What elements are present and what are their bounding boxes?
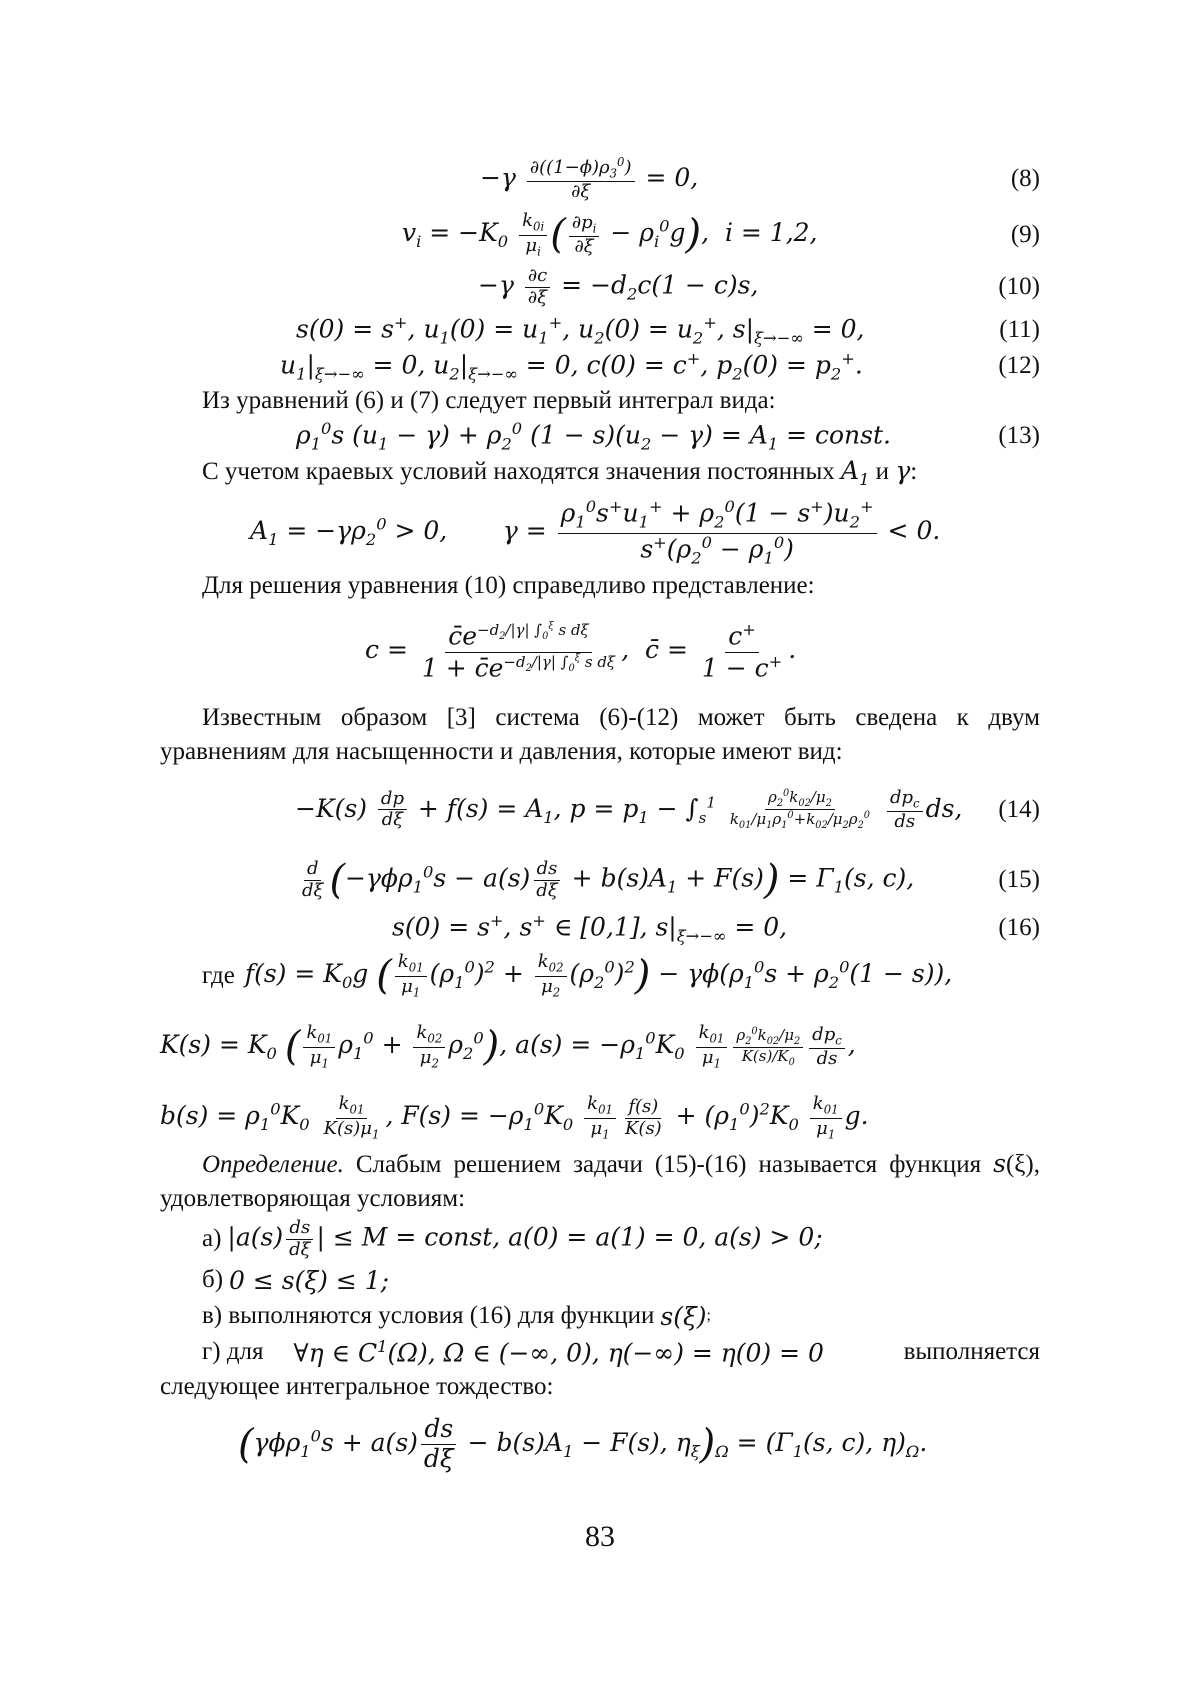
- definition-text: Слабым решением задачи (15)-(16) называется функция: [355, 1151, 982, 1178]
- item-text: г) для: [202, 1338, 264, 1365]
- equation-number: (12): [998, 352, 1040, 379]
- paragraph: Из уравнений (6) и (7) следует первый интеграл вида:: [202, 387, 776, 414]
- item-text: выполняется: [903, 1338, 1040, 1365]
- equation-constants: $A_1 = -\gamma\rho_2^0 > 0$, γ = $\frac{\rho_1^0s^+u_1^+ + \rho_2^0(1 - s^+)u_2^+}{s^+(\rho_2^0 - \rho_1^0)}$ < 0.: [250, 497, 941, 567]
- equation-f: где $f(s) = K_0g$ ( $\frac{k_{01}}{\mu_1}$ $(\rho_1^0)^2$ + $\frac{k_{02}}{\mu_2}$ $(\rho_2^0)^2) - \gamma\phi(\rho_1^0s + \rho_2^0(1 - s))$,: [202, 951, 953, 1000]
- where-label: где: [202, 962, 235, 989]
- condition-g: г) для ∀η ∈ $C^1(\Omega)$, Ω ∈ (−∞, 0), η(−∞) = η(0) = 0 выполняется: [202, 1336, 1040, 1368]
- equation-K-a: $K(s) = K_0$ ( $\frac{k_{01}}{\mu_1}$ $\rho_1^0$ + $\frac{k_{02}}{\mu_2}$ $\rho_2^0$), $a(s) = -\rho_1^0K_0$ $\frac{k_{01}}{\mu_1}$ $\frac{\rho_2^0k_{02}/\mu_2}{K(s)/K_0}$ $\frac{dp_c}{ds}$ ,: [160, 1022, 856, 1071]
- equation-c: c = $\frac{c̄e^{-d_2/|\gamma| \int_0^\xi s d\xi}}{1 + c̄e^{-d_2/|\gamma| \int_0^\xi s d\xi}}$ , c̄ = $\frac{c^+}{1 - c^+}$ .: [365, 620, 797, 682]
- paragraph-text: С учетом краевых условий находятся значения постоянных: [202, 458, 835, 485]
- equation-number: (16): [998, 914, 1040, 941]
- definition-title: Определение.: [202, 1151, 344, 1178]
- definition: Определение. Слабым решением задачи (15)-(16) называется функция s(ξ), удовлетворяющая условиям:: [160, 1149, 1040, 1212]
- equation-number: (10): [998, 273, 1040, 300]
- equation-14: −K(s) $\frac{dp}{d\xi}$ + $f(s) = A_1$, $p = p_1 - \int_s^1$ $\frac{\rho_2^0k_{02}/\mu_2}{k_{01}/\mu_1\rho_1^0+k_{02}/\mu_2\rho_2^0}$ $\frac{dp_c}{ds}$ ds, (14): [295, 786, 1040, 832]
- page-number: 83: [585, 1520, 615, 1553]
- page-content: [160, 150, 1040, 1484]
- equation-16: s(0) = s+, s+ ∈ [0,1], $s|_{\xi\to-\infty} = 0$, (16): [392, 910, 1040, 946]
- equation-9: $v_i = -K_0$ $\frac{k_{0i}}{\mu_i}$ ( $\frac{\partial p_i}{\partial\xi}$ − $\rho_i^0g$), i = 1,2, (9): [402, 210, 1040, 259]
- equation-number: (13): [998, 422, 1040, 449]
- condition-b: б) 0 ≤ s(ξ) ≤ 1;: [160, 1262, 1040, 1298]
- paragraph: следующее интегральное тождество:: [160, 1373, 554, 1400]
- item-text: в) выполняются условия (16) для функции: [202, 1302, 655, 1329]
- paragraph: Для решения уравнения (10) справедливо представление:: [202, 572, 815, 599]
- equation-number: (8): [1010, 165, 1040, 192]
- paragraph: С учетом краевых условий находятся значения постоянных $A_1$ и γ:: [202, 456, 918, 489]
- item-label: б): [202, 1266, 224, 1293]
- definition-text: , удовлетворяющая условиям:: [160, 1151, 1040, 1212]
- equation-number: (14): [998, 796, 1040, 823]
- equation-number: (11): [999, 316, 1040, 343]
- equation-13: $\rho_1^0s$ $(u_1 - \gamma) + \rho_2^0$ $(1 - s)(u_2 - \gamma) = A_1$ = const. (13): [296, 418, 1040, 454]
- condition-a: а) |a(s) $\frac{ds}{d\xi}$ | ≤ M = const, a(0) = a(1) = 0, a(s) > 0;: [202, 1216, 823, 1260]
- equation-15: $\frac{d}{d\xi}$ (−γϕρ$_1^0$s − a(s) $\frac{ds}{d\xi}$ + $b(s)A_1 + F(s)) = \Gamma_1(s$, c), (15): [302, 857, 1040, 903]
- item-label: а): [202, 1225, 222, 1252]
- equation-identity: (γϕρ$_1^0$s + a(s) $\frac{ds}{d\xi}$ − $b(s)A_1 - F(s)$, $\eta_\xi)_\Omega = (\Gamma_1(s$, c), $\eta)_\Omega$.: [238, 1413, 928, 1473]
- equation-10: −γ $\frac{\partial c}{\partial\xi}$ = $-d_2c(1 - c)s$, (10): [478, 264, 1040, 308]
- equation-number: (9): [1010, 221, 1040, 248]
- equation-8: −γ $\frac{\partial((1-\phi)\rho_3^0)}{\partial\xi}$ = 0, (8): [480, 154, 1040, 202]
- paragraph-text: и: [875, 458, 890, 485]
- equation-b-F: $b(s) = \rho_1^0K_0$ $\frac{k_{01}}{K(s)\mu_1}$ , $F(s) = -\rho_1^0K_0$ $\frac{k_{01}}{\mu_1}$ $\frac{f(s)}{K(s)}$ + $(\rho_1^0)^2K_0$ $\frac{k_{01}}{\mu_1}$ g.: [160, 1093, 869, 1142]
- condition-v: в) выполняются условия (16) для функции s(ξ) ;: [160, 1298, 1040, 1334]
- equation-number: (15): [998, 866, 1040, 893]
- paragraph: Известным образом [3] система (6)-(12) может быть сведена к двум уравнениям для насыщенности и давления, которые имеют вид:: [160, 704, 1040, 765]
- equation-11: s(0) = s+, $u_1(0) = u_1^+$, $u_2(0) = u_2^+$, $s|_{\xi\to-\infty} = 0$, (11): [296, 312, 1040, 348]
- equation-12: $u_1|_{\xi\to-\infty} = 0$, $u_2|_{\xi\to-\infty} = 0$, c(0) = c+, $p_2(0) = p_2^+$. (12): [280, 348, 1040, 384]
